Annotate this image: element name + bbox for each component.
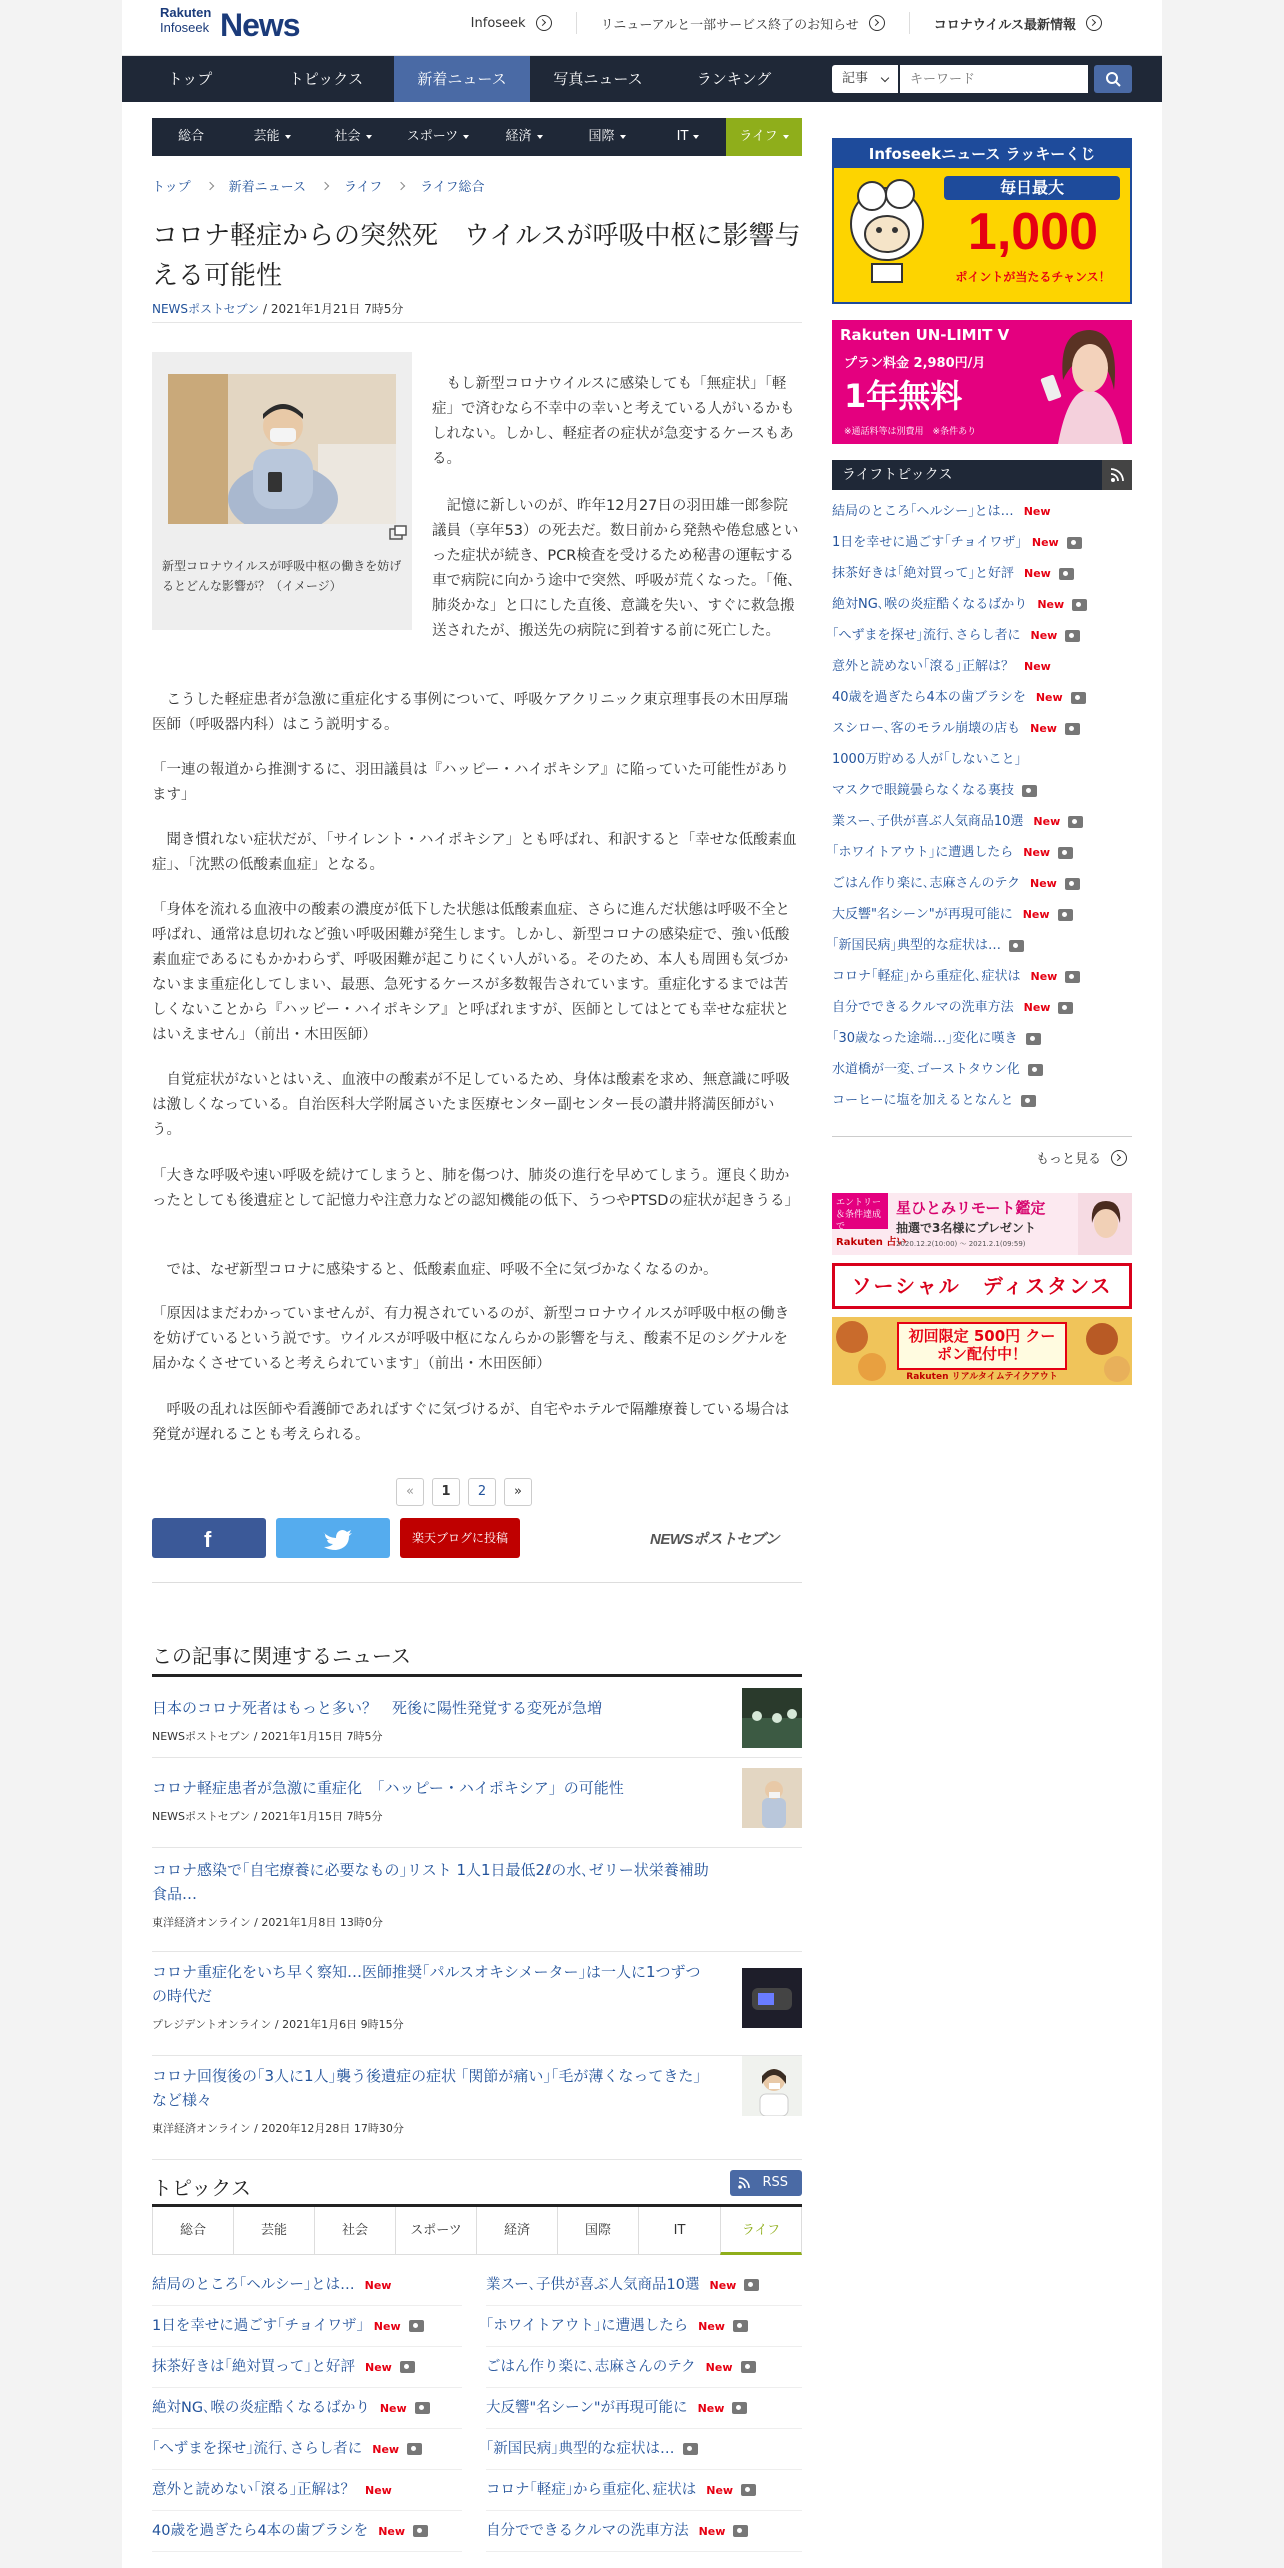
topic-item[interactable]	[832, 868, 1132, 899]
related-meta: NEWSポストセブン / 2021年1月15日 7時5分	[152, 1730, 383, 1743]
topic-link[interactable]: スシロー､客のモラル崩壊の店も	[832, 721, 1021, 736]
camera-icon	[1065, 630, 1080, 642]
new-badge: New	[1029, 877, 1057, 890]
cat-society[interactable]	[314, 118, 392, 156]
camera-icon	[1009, 940, 1024, 952]
topics-tabs	[152, 2207, 802, 2255]
topics-tab-economy[interactable]: 経済	[476, 2207, 557, 2255]
main-nav	[122, 56, 1162, 102]
camera-icon	[1067, 537, 1082, 549]
topic-item[interactable]	[152, 2388, 462, 2429]
camera-icon	[1022, 785, 1037, 797]
topic-link[interactable]: 自分でできるクルマの洗車方法	[832, 1000, 1014, 1015]
topic-link[interactable]: ｢新国民病｣典型的な症状は…	[832, 938, 1002, 953]
camera-icon	[1065, 971, 1080, 983]
topic-link[interactable]: 水道橋が一変､ゴーストタウン化	[832, 1062, 1020, 1077]
life-topics-heading	[832, 460, 1132, 490]
new-badge: New	[1035, 691, 1063, 704]
new-badge: New	[1037, 598, 1065, 611]
fortune-telling-banner[interactable]	[832, 1193, 1132, 1255]
topic-item[interactable]	[832, 992, 1132, 1023]
pagination	[396, 1478, 540, 1506]
cat-label: 経済	[505, 129, 532, 144]
dropdown-icon	[783, 135, 789, 139]
new-badge: New	[373, 2320, 401, 2333]
topic-item[interactable]	[152, 2511, 462, 2552]
related-item[interactable]	[152, 2056, 802, 2160]
related-thumbnail	[742, 1968, 802, 2028]
topic-item[interactable]	[832, 682, 1132, 713]
cat-label: 国際	[588, 129, 615, 144]
topic-item[interactable]	[832, 527, 1132, 558]
rakuten-mobile-banner[interactable]	[832, 320, 1132, 444]
topic-item[interactable]	[832, 806, 1132, 837]
page	[122, 0, 1162, 2568]
topic-item[interactable]	[832, 620, 1132, 651]
camera-icon	[1065, 878, 1080, 890]
new-badge: New	[1024, 567, 1051, 580]
topic-item[interactable]	[486, 2388, 802, 2429]
topic-link[interactable]: コロナ｢軽症｣から重症化､症状は	[832, 969, 1021, 984]
topic-item[interactable]	[152, 2470, 462, 2511]
camera-icon	[1021, 1095, 1036, 1107]
chevron-right-icon	[397, 181, 405, 189]
camera-icon	[407, 2443, 422, 2455]
dropdown-icon	[463, 135, 469, 139]
dropdown-icon	[620, 135, 626, 139]
search-input[interactable]	[900, 65, 1088, 93]
cat-label: ライフ	[739, 129, 778, 144]
topic-item[interactable]	[832, 930, 1132, 961]
topic-link[interactable]: ｢ホワイトアウト｣に遭遇したら	[486, 2318, 689, 2334]
chevron-right-icon	[205, 181, 213, 189]
banner-brand: Rakuten リアルタイムテイクアウト	[906, 1372, 1058, 1382]
arrow-circle-icon	[869, 15, 885, 31]
topic-link[interactable]: 抹茶好きは｢絶対買って｣と好評	[152, 2359, 355, 2375]
topic-link[interactable]: 40歳を過ぎたら4本の歯ブラシを	[152, 2523, 369, 2539]
new-badge: New	[697, 2402, 725, 2415]
search-category-select[interactable]: 記事	[832, 65, 898, 93]
article-paragraph: こうした軽症患者が急激に重症化する事例について、呼吸ケアクリニック東京理事長の木田厚瑞医師（呼吸器内科）はこう説明する。	[152, 692, 789, 733]
banner-text: 初回限定 500円 クーポン配付中！	[908, 1327, 1056, 1363]
topic-item[interactable]	[832, 775, 1132, 806]
topic-item[interactable]	[486, 2347, 802, 2388]
nav-latest[interactable]: 新着ニュース	[394, 56, 530, 102]
chevron-right-icon	[321, 181, 329, 189]
nav-ranking[interactable]: ランキング	[696, 70, 772, 88]
camera-icon	[732, 2402, 747, 2414]
divider	[832, 1136, 1132, 1137]
camera-icon	[415, 2402, 430, 2414]
rss-icon	[1102, 460, 1132, 490]
category-nav	[152, 118, 802, 156]
logo-infoseek: Infoseek	[160, 20, 210, 35]
related-thumbnail	[742, 1768, 802, 1828]
arrow-circle-icon	[1111, 1150, 1127, 1166]
topic-item[interactable]	[832, 558, 1132, 589]
related-thumbnail	[742, 2056, 802, 2116]
breadcrumb	[152, 176, 484, 195]
related-heading: この記事に関連するニュース	[152, 1644, 411, 1668]
new-badge: New	[365, 2484, 392, 2497]
topic-item[interactable]	[832, 589, 1132, 620]
article-photo[interactable]	[152, 352, 412, 630]
dropdown-icon	[693, 135, 699, 139]
topic-link[interactable]: コロナ｢軽症｣から重症化､症状は	[486, 2482, 697, 2498]
dropdown-icon	[537, 135, 543, 139]
banner-tag: エントリー＆条件達成で	[832, 1193, 888, 1229]
model-photo	[1028, 320, 1132, 444]
banner-line1: 毎日最大	[944, 176, 1120, 200]
topic-item[interactable]	[832, 496, 1132, 527]
topics-tab-life[interactable]: ライフ	[720, 2207, 802, 2255]
topic-link[interactable]: 自分でできるクルマの洗車方法	[486, 2523, 689, 2539]
cat-life[interactable]	[726, 118, 802, 156]
topic-item[interactable]	[486, 2511, 802, 2552]
topic-link[interactable]: 意外と読めない｢滾る｣正解は？	[152, 2482, 355, 2498]
twitter-share-button[interactable]	[276, 1518, 390, 1558]
topic-link[interactable]: ｢へずまを探せ｣流行､さらし者に	[832, 628, 1021, 643]
article-paragraph: 「一連の報道から推測するに、羽田議員は『ハッピー・ハイポキシア』に陥っていた可能性があります」	[152, 762, 790, 803]
related-title: 日本のコロナ死者はもっと多い？ 死後に陽性発覚する変死が急増	[152, 1699, 603, 1717]
new-badge: New	[1030, 629, 1058, 642]
camera-icon	[413, 2525, 428, 2537]
related-meta: NEWSポストセブン / 2021年1月15日 7時5分	[152, 1810, 383, 1823]
related-meta: 東洋経済オンライン / 2020年12月28日 17時30分	[152, 2122, 404, 2135]
topic-item[interactable]	[152, 2265, 462, 2306]
topic-link[interactable]: マスクで眼鏡曇らなくなる裏技	[832, 783, 1015, 798]
new-badge: New	[364, 2279, 392, 2292]
related-meta: プレジデントオンライン / 2021年1月6日 9時15分	[152, 2018, 404, 2031]
page-1[interactable]: 1	[432, 1478, 460, 1506]
new-badge: New	[698, 2320, 725, 2333]
new-badge: New	[372, 2443, 400, 2456]
cat-label: スポーツ	[406, 129, 459, 144]
topic-link[interactable]: 絶対NG､喉の炎症酷くなるばかり	[832, 597, 1028, 612]
article-paragraph: 「大きな呼吸や速い呼吸を続けてしまうと、肺を傷つけ、肺炎の進行を早めてしまう。運良く助かったとしても後遺症として記憶力や注意力などの認知機能の低下、うつやPTSDの症状が起きうる」	[152, 1168, 799, 1209]
expand-image-icon[interactable]	[388, 524, 408, 544]
topics-tab-international[interactable]: 国際	[557, 2207, 638, 2255]
camera-icon	[1065, 723, 1080, 735]
related-item[interactable]	[152, 1848, 802, 1952]
topics-tab-sports[interactable]: スポーツ	[395, 2207, 476, 2255]
rss-icon	[738, 2177, 750, 2189]
divider	[152, 322, 802, 323]
dropdown-icon	[366, 135, 372, 139]
photo-caption: 新型コロナウイルスが呼吸中枢の働きを妨げるとどんな影響が？（イメージ）	[162, 559, 402, 593]
article-paragraph: 「身体を流れる血液中の酸素の濃度が低下した状態は低酸素血症、さらに進んだ状態は呼吸不全と呼ばれ、通常は息切れなど強い呼吸困難が発生します。しかし、新型コロナの感染症で、強い低酸素血症であるにもかかわらず、呼吸困難が起こりにくい人がいる。そのため、本人も周囲も気づかないまま重症化してしまい、最悪、急死するケースが多数報告されています。重症化するまでは苦しくないことから『ハッピー・ハイポキシア』と呼ばれますが、医師としてはとても幸せな症状とはいえません」（前出・木田医師）	[152, 902, 790, 1043]
article-meta: NEWSポストセブン / 2021年1月21日 7時5分	[152, 302, 404, 316]
top-link-label: コロナウイルス最新情報	[933, 17, 1076, 33]
source-logo	[650, 1528, 802, 1550]
heading-underline	[152, 1674, 802, 1677]
person-photo	[1078, 1193, 1132, 1255]
new-badge: New	[1031, 536, 1059, 549]
nav-topics[interactable]: トピックス	[288, 70, 364, 88]
topic-link[interactable]: 40歳を過ぎたら4本の歯ブラシを	[832, 690, 1026, 705]
banner-note: ※通話料等は別費用 ※条件あり	[844, 427, 977, 437]
camera-icon	[1058, 909, 1073, 921]
topics-tab-general[interactable]: 総合	[152, 2207, 233, 2255]
camera-icon	[1059, 568, 1074, 580]
life-topics-list	[832, 496, 1132, 1116]
article-paragraph: 自覚症状がないとはいえ、血液中の酸素が不足しているため、身体は酸素を求め、無意識に呼吸は激しくなっている。自治医科大学附属さいたま医療センター副センター長の讃井將満医師がいう。	[152, 1072, 790, 1138]
camera-icon	[1068, 816, 1083, 828]
topic-item[interactable]	[486, 2470, 802, 2511]
svg-text:f: f	[204, 1527, 212, 1552]
topic-item[interactable]	[832, 1085, 1132, 1116]
banner-title: 星ひとみリモート鑑定	[896, 1199, 1046, 1217]
breadcrumb-life[interactable]: ライフ	[343, 180, 383, 195]
rakuten-blog-button[interactable]: 楽天ブログに投稿	[400, 1518, 520, 1558]
new-badge: New	[365, 2361, 392, 2374]
top-link-label: リニューアルと一部サービス終了のお知らせ	[600, 17, 859, 33]
banner-brand: Rakuten UN-LIMIT V	[840, 326, 1010, 344]
topics-tab-it[interactable]: IT	[638, 2207, 720, 2255]
topic-link[interactable]: ごはん作り楽に､志麻さんのテク	[832, 876, 1020, 891]
cat-label: 社会	[334, 129, 361, 144]
breadcrumb-top[interactable]: トップ	[152, 180, 191, 195]
topic-item[interactable]	[152, 2306, 462, 2347]
life-topics-title: ライフトピックス	[842, 467, 953, 483]
banner-price: プラン料金 2,980円/月	[844, 356, 986, 371]
camera-icon	[744, 2279, 759, 2291]
camera-icon	[409, 2320, 424, 2332]
banner-brand: Rakuten 占い	[836, 1237, 907, 1248]
cat-label: IT	[676, 129, 689, 144]
related-title: コロナ重症化をいち早く察知…医師推奨｢パルスオキシメーター｣は一人に1つずつの時代だ	[152, 1963, 701, 2005]
article-paragraph: 呼吸の乱れは医師や看護師であればすぐに気づけるが、自宅やホテルで隔離療養している場合は発覚が遅れることも考えられる。	[152, 1402, 790, 1443]
banner-date: 2020.12.2(10:00) ～ 2021.2.1(09:59)	[896, 1240, 1026, 1248]
top-link-corona[interactable]	[909, 12, 1126, 34]
person-with-mask-image	[168, 374, 396, 524]
topic-link[interactable]: コーヒーに塩を加えるとなんと	[832, 1093, 1014, 1108]
camera-icon	[400, 2361, 415, 2373]
article-paragraph: 聞き慣れない症状だが、「サイレント・ハイポキシア」とも呼ばれ、和訳すると「幸せな低酸素血症」、「沈黙の低酸素血症」となる。	[152, 832, 797, 873]
topic-item[interactable]	[832, 899, 1132, 930]
related-item[interactable]	[152, 1758, 802, 1848]
sheep-mascot-icon	[842, 176, 932, 286]
topic-item[interactable]	[832, 837, 1132, 868]
takeout-coupon-banner[interactable]	[832, 1317, 1132, 1385]
related-title: コロナ感染で｢自宅療養に必要なもの｣リスト 1人1日最低2ℓの水､ゼリー状栄養補助食品…	[152, 1861, 709, 1903]
page-2[interactable]: 2	[468, 1478, 496, 1506]
topic-link[interactable]: 1日を幸せに過ごす｢チョイワザ｣	[832, 535, 1022, 550]
topic-item[interactable]	[152, 2347, 462, 2388]
topic-item[interactable]	[832, 1054, 1132, 1085]
topics-list-left	[152, 2265, 462, 2552]
page-prev[interactable]: «	[396, 1478, 424, 1506]
banner-big: 1年無料	[844, 377, 963, 415]
article-paragraph: 「原因はまだわかっていませんが、有力視されているのが、新型コロナウイルスが呼吸中枢の働きを妨げているという説です。ウイルスが呼吸中枢になんらかの影響を与え、酸素不足のシグナルを届かなくさせていると考えられています」（前出・木田医師）	[152, 1306, 790, 1372]
topic-link[interactable]: ｢ホワイトアウト｣に遭遇したら	[832, 845, 1014, 860]
camera-icon	[1072, 599, 1087, 611]
logo-rakuten: Rakuten	[160, 5, 212, 20]
new-badge: New	[1023, 1001, 1051, 1014]
topic-item[interactable]	[832, 1023, 1132, 1054]
article-image	[168, 374, 396, 524]
topics-tab-society[interactable]: 社会	[314, 2207, 395, 2255]
facebook-icon	[152, 1518, 266, 1558]
topic-link[interactable]: 大反響"名シーン"が再現可能に	[486, 2400, 688, 2416]
social-distance-banner[interactable]	[832, 1263, 1132, 1309]
source-logo-text: NEWSポストセブン	[650, 1531, 779, 1548]
related-item[interactable]	[152, 1688, 802, 1758]
related-meta: 東洋経済オンライン / 2021年1月8日 13時0分	[152, 1916, 383, 1929]
topic-link[interactable]: 結局のところ｢ヘルシー｣とは…	[152, 2277, 355, 2293]
page-next[interactable]: »	[504, 1478, 532, 1506]
breadcrumb-latest[interactable]: 新着ニュース	[228, 180, 306, 195]
new-badge: New	[379, 2402, 407, 2415]
divider	[152, 1582, 802, 1583]
article-date: 2021年1月21日 7時5分	[270, 302, 404, 316]
search-box	[832, 65, 1132, 93]
related-thumbnail	[742, 1688, 802, 1748]
new-badge: New	[1033, 815, 1061, 828]
top-link-infoseek[interactable]	[447, 12, 576, 34]
new-badge: New	[1022, 908, 1050, 921]
new-badge: New	[1030, 970, 1058, 983]
related-item[interactable]	[152, 1952, 802, 2056]
new-badge: New	[1023, 846, 1051, 859]
site-logo[interactable]	[160, 6, 300, 48]
twitter-icon	[276, 1518, 390, 1558]
cat-general[interactable]	[152, 118, 230, 156]
arrow-circle-icon	[1086, 15, 1102, 31]
nav-top[interactable]: トップ	[167, 70, 213, 88]
new-badge: New	[378, 2525, 406, 2538]
new-badge: New	[706, 2484, 734, 2497]
related-title: コロナ軽症患者が急激に重症化 「ハッピー・ハイポキシア」の可能性	[152, 1779, 624, 1797]
rss-button[interactable]	[730, 2170, 802, 2196]
more-label: もっと見る	[1036, 1152, 1102, 1167]
camera-icon	[741, 2361, 756, 2373]
new-badge: New	[1030, 722, 1057, 735]
topics-tab-entertainment[interactable]: 芸能	[233, 2207, 314, 2255]
topic-link[interactable]: ｢30歳なった途端…｣変化に嘆き	[832, 1031, 1018, 1046]
top-links	[447, 12, 1126, 34]
dropdown-icon	[285, 135, 291, 139]
logo-news: News	[220, 7, 300, 43]
camera-icon	[1026, 1033, 1041, 1045]
camera-icon	[741, 2484, 756, 2496]
topics-list-right	[486, 2265, 802, 2552]
related-title: コロナ回復後の｢3人に1人｣襲う後遺症の症状 ｢関節が痛い｣｢毛が薄くなってきた｣など様々	[152, 2067, 701, 2109]
topics-heading: トピックス	[152, 2176, 251, 2200]
topic-item[interactable]	[832, 744, 1132, 775]
article-source[interactable]: NEWSポストセブン	[152, 302, 260, 316]
camera-icon	[733, 2525, 748, 2537]
camera-icon	[683, 2443, 698, 2455]
new-badge: New	[1023, 505, 1051, 518]
topic-item[interactable]	[832, 713, 1132, 744]
topic-item[interactable]	[832, 961, 1132, 992]
banner-subtitle: 抽選で3名様にプレゼント	[896, 1221, 1036, 1235]
new-badge: New	[709, 2279, 737, 2292]
new-badge: New	[698, 2525, 726, 2538]
topic-link[interactable]: ｢へずまを探せ｣流行､さらし者に	[152, 2441, 363, 2457]
banner-text: ソーシャル ディスタンス	[851, 1274, 1113, 1298]
topic-link[interactable]: 抹茶好きは｢絶対買って｣と好評	[832, 566, 1015, 581]
cat-international[interactable]	[564, 118, 650, 156]
lucky-lottery-banner[interactable]	[832, 138, 1132, 304]
camera-icon	[1028, 1064, 1043, 1076]
article-title: コロナ軽症からの突然死 ウイルスが呼吸中枢に影響与える可能性	[152, 221, 801, 291]
breadcrumb-life-general[interactable]: ライフ総合	[420, 180, 485, 195]
more-link[interactable]	[1036, 1148, 1127, 1167]
arrow-circle-icon	[536, 15, 552, 31]
top-link-renewal[interactable]	[576, 12, 909, 34]
topic-link[interactable]: ごはん作り楽に､志麻さんのテク	[486, 2359, 696, 2375]
top-link-label: Infoseek	[470, 15, 526, 31]
new-badge: New	[705, 2361, 733, 2374]
cat-label: 総合	[177, 129, 204, 144]
camera-icon	[1058, 1002, 1073, 1014]
camera-icon	[1058, 847, 1073, 859]
cat-entertainment[interactable]	[230, 118, 314, 156]
topic-item[interactable]	[486, 2429, 802, 2470]
topic-item[interactable]	[832, 651, 1132, 682]
topic-item[interactable]	[486, 2265, 802, 2306]
rss-label: RSS	[762, 2175, 788, 2190]
banner-title: Infoseekニュース ラッキーくじ	[834, 140, 1130, 168]
topic-link[interactable]: 1000万貯める人が｢しないこと｣	[832, 752, 1022, 767]
cat-label: 芸能	[253, 129, 280, 144]
banner-line2: ポイントが当たるチャンス！	[955, 270, 1111, 284]
topic-item[interactable]	[486, 2306, 802, 2347]
cat-economy[interactable]	[484, 118, 564, 156]
topic-link[interactable]: 1日を幸せに過ごす｢チョイワザ｣	[152, 2318, 364, 2334]
search-icon	[1094, 65, 1132, 93]
cat-sports[interactable]	[392, 118, 484, 156]
topic-link[interactable]: 大反響"名シーン"が再現可能に	[832, 907, 1013, 922]
camera-icon	[1071, 692, 1086, 704]
topic-link[interactable]: 絶対NG､喉の炎症酷くなるばかり	[152, 2400, 370, 2416]
topic-link[interactable]: 結局のところ｢ヘルシー｣とは…	[832, 504, 1014, 519]
life-rss-button[interactable]	[1102, 460, 1132, 490]
topic-link[interactable]: ｢新国民病｣典型的な症状は…	[486, 2441, 675, 2457]
topic-link[interactable]: 業スー､子供が喜ぶ人気商品10選	[832, 814, 1024, 829]
article-paragraph: では、なぜ新型コロナに感染すると、低酸素血症、呼吸不全に気づかなくなるのか。	[152, 1262, 718, 1278]
search-button[interactable]	[1094, 65, 1132, 93]
topic-link[interactable]: 意外と読めない｢滾る｣正解は？	[832, 659, 1015, 674]
cat-it[interactable]	[650, 118, 726, 156]
camera-icon	[733, 2320, 748, 2332]
new-badge: New	[1024, 660, 1051, 673]
share-bar	[152, 1518, 802, 1558]
facebook-share-button[interactable]	[152, 1518, 266, 1558]
top-bar	[122, 0, 1162, 56]
banner-big-number: 1,000	[967, 203, 1099, 261]
topic-link[interactable]: 業スー､子供が喜ぶ人気商品10選	[486, 2277, 700, 2293]
topic-item[interactable]	[152, 2429, 462, 2470]
article-paragraph: もし新型コロナウイルスに感染しても「無症状」「軽症」で済むなら不幸中の幸いと考えている人がいるかもしれない。しかし、軽症者の症状が急変するケースもある。	[432, 376, 795, 467]
article-paragraph: 記憶に新しいのが、昨年12月27日の羽田雄一郎参院議員（享年53）の死去だ。数日前から発熱や倦怠感といった症状が続き、PCR検査を受けるため秘書の運転する車で病院に向かう途中で突然、呼吸が荒くなった。「俺、肺炎かな」と口にした直後、意識を失い、すぐに救急搬送されたが、搬送先の病院に到着する前に死亡した。	[432, 498, 802, 639]
nav-photo[interactable]: 写真ニュース	[553, 70, 643, 88]
